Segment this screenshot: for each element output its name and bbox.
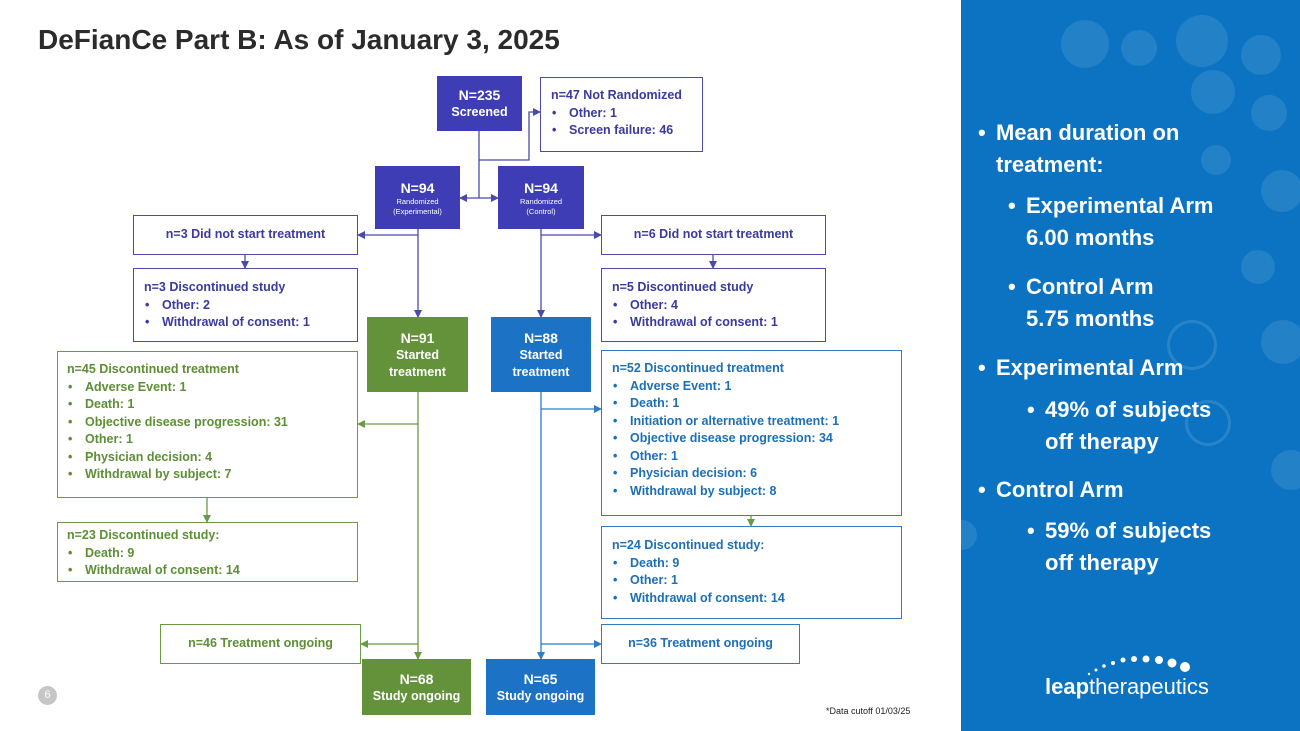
randomized-experimental-arm: (Experimental) (393, 206, 442, 216)
list-item: • Other: 1 (612, 572, 891, 590)
bullet-marker: • (1027, 397, 1035, 422)
bullet-marker: • (978, 477, 986, 502)
bullet-text: off therapy (1045, 429, 1159, 454)
page-number: 6 (38, 686, 57, 705)
ctl-started-count: N=88 (524, 329, 558, 346)
page-title: DeFianCe Part B: As of January 3, 2025 (38, 24, 560, 55)
list-item: • Withdrawal by subject: 8 (612, 483, 891, 501)
bullet-text: 5.75 months (1026, 306, 1155, 331)
bullet-text: 59% of subjects (1045, 518, 1212, 543)
exp-treatment-ongoing-box (160, 624, 361, 664)
list-item: • Objective disease progression: 31 (67, 414, 348, 432)
bullet-text: off therapy (1045, 550, 1159, 575)
exp-study-ongoing-label: Study ongoing (372, 688, 461, 703)
bullet-text: 49% of subjects (1045, 397, 1212, 422)
ctl-treatment-ongoing-label: n=36 Treatment ongoing (628, 636, 773, 651)
bullet-marker: • (1027, 518, 1035, 543)
decor-dot (1261, 170, 1300, 212)
list-item: • Other: 1 (612, 448, 891, 466)
bullet-text: Experimental Arm (996, 355, 1184, 380)
ctl-discontinued-study-post-header: n=24 Discontinued study: (612, 538, 765, 552)
bullet-text: Mean duration on (996, 120, 1180, 145)
bullet-experimental-arm (978, 352, 1184, 384)
summary-panel (961, 0, 1300, 731)
bullet-marker: • (1008, 193, 1016, 218)
bullet-text: Experimental Arm (1026, 193, 1214, 218)
decor-dot (961, 520, 977, 550)
randomized-control-box (498, 166, 584, 229)
ctl-did-not-start-label: n=6 Did not start treatment (633, 227, 794, 242)
list-item: • Withdrawal of consent: 1 (144, 314, 347, 332)
randomized-experimental-label: Randomized (396, 196, 439, 206)
bullet-marker: • (1008, 274, 1016, 299)
decor-dot (1251, 95, 1287, 131)
exp-started-treatment-box (367, 317, 468, 392)
randomized-experimental-count: N=94 (400, 179, 435, 196)
ctl-study-ongoing-box (486, 659, 595, 715)
bullet-experimental-off-therapy (1027, 394, 1212, 458)
exp-started-label-2: treatment (389, 364, 446, 379)
bullet-text: 6.00 months (1026, 225, 1155, 250)
list-item: • Other: 4 (612, 297, 815, 315)
bullet-mean-duration (978, 117, 1180, 181)
decor-dot (1201, 145, 1231, 175)
exp-discontinued-study-post-header: n=23 Discontinued study: (67, 528, 220, 542)
screened-count: N=235 (458, 87, 501, 103)
exp-started-label: Started (395, 347, 440, 362)
ctl-discontinued-treatment-box (601, 350, 902, 516)
list-item: • Death: 9 (612, 555, 891, 573)
exp-discontinued-study-post-box (57, 522, 358, 582)
logo-wordmark (1045, 674, 1209, 700)
list-item: • Other: 1 (551, 105, 692, 123)
list-item: • Adverse Event: 1 (67, 379, 348, 397)
list-item: • Withdrawal of consent: 14 (67, 562, 348, 580)
list-item: • Withdrawal by subject: 7 (67, 466, 348, 484)
bullet-experimental-duration (1008, 190, 1214, 254)
bullet-marker: • (978, 120, 986, 145)
ctl-study-ongoing-label: Study ongoing (496, 688, 585, 703)
decor-dot (1176, 15, 1228, 67)
list-item: • Initiation or alternative treatment: 1 (612, 413, 891, 431)
decor-dot (1241, 250, 1275, 284)
decor-dot (1271, 450, 1300, 490)
decor-dot (1121, 30, 1157, 66)
ctl-started-label: Started (519, 347, 563, 362)
list-item: • Screen failure: 46 (551, 122, 692, 140)
ctl-discontinued-treatment-header: n=52 Discontinued treatment (612, 361, 784, 375)
bullet-control-duration (1008, 271, 1155, 335)
bullet-marker: • (978, 355, 986, 380)
list-item: • Death: 1 (67, 396, 348, 414)
decor-dot (1261, 320, 1300, 364)
randomized-experimental-box (375, 166, 460, 229)
not-randomized-box (540, 77, 703, 152)
leap-therapeutics-logo (1045, 652, 1245, 702)
screened-label: Screened (451, 105, 508, 119)
randomized-control-arm: (Control) (526, 206, 556, 216)
decor-dot (1061, 20, 1109, 68)
list-item: • Death: 1 (612, 395, 891, 413)
randomized-control-label: Randomized (519, 196, 563, 206)
bullet-text: Control Arm (996, 477, 1124, 502)
ctl-discontinued-study-post-box (601, 526, 902, 619)
list-item: • Death: 9 (67, 545, 348, 563)
list-item: • Withdrawal of consent: 14 (612, 590, 891, 608)
exp-did-not-start-box (133, 215, 358, 255)
exp-discontinued-treatment-box (57, 351, 358, 498)
ctl-discontinued-study-pre-header: n=5 Discontinued study (612, 280, 754, 294)
list-item: • Adverse Event: 1 (612, 378, 891, 396)
ctl-treatment-ongoing-box (601, 624, 800, 664)
exp-did-not-start-label: n=3 Did not start treatment (165, 227, 326, 242)
data-cutoff-note: *Data cutoff 01/03/25 (826, 706, 911, 716)
logo-text-therapeutics: therapeutics (1089, 674, 1209, 699)
list-item: • Other: 2 (144, 297, 347, 315)
exp-study-ongoing-count: N=68 (399, 670, 434, 687)
exp-discontinued-study-pre-header: n=3 Discontinued study (144, 280, 286, 294)
bullet-text: Control Arm (1026, 274, 1154, 299)
logo-text-leap: leap (1045, 674, 1090, 699)
not-randomized-header: n=47 Not Randomized (551, 88, 682, 102)
list-item: • Withdrawal of consent: 1 (612, 314, 815, 332)
ctl-did-not-start-box (601, 215, 826, 255)
decor-dot (1241, 35, 1281, 75)
exp-started-count: N=91 (400, 329, 435, 346)
bullet-text: treatment: (996, 152, 1104, 177)
list-item: • Objective disease progression: 34 (612, 430, 891, 448)
randomized-control-count: N=94 (524, 179, 558, 196)
exp-discontinued-treatment-header: n=45 Discontinued treatment (67, 362, 239, 376)
exp-treatment-ongoing-label: n=46 Treatment ongoing (188, 636, 333, 651)
ctl-started-treatment-box (491, 317, 591, 392)
list-item: • Physician decision: 4 (67, 449, 348, 467)
bullet-control-off-therapy (1027, 515, 1212, 579)
ctl-study-ongoing-count: N=65 (523, 670, 558, 687)
ctl-discontinued-study-pre-box (601, 268, 826, 342)
list-item: • Physician decision: 6 (612, 465, 891, 483)
exp-study-ongoing-box (362, 659, 471, 715)
ctl-started-label-2: treatment (512, 364, 570, 379)
screened-box (437, 76, 522, 131)
bullet-control-arm (978, 474, 1124, 506)
exp-discontinued-study-pre-box (133, 268, 358, 342)
list-item: • Other: 1 (67, 431, 348, 449)
decor-dot (1191, 70, 1235, 114)
